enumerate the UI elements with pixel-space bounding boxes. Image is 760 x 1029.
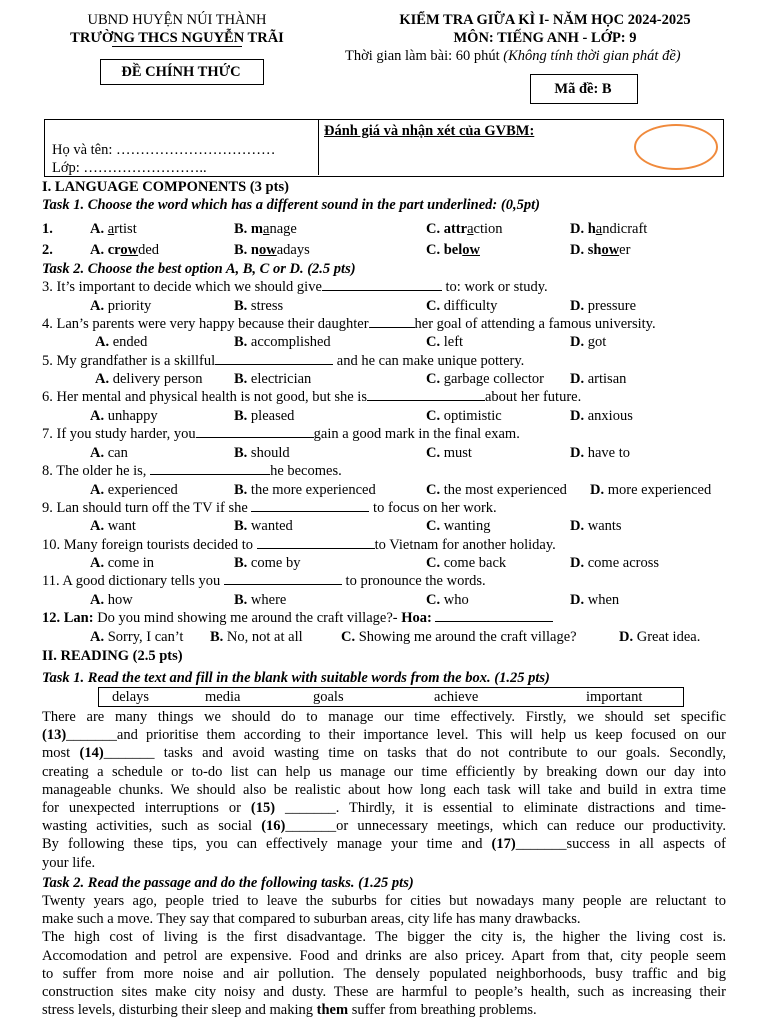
info-divider [318, 119, 319, 175]
task2-title: Task 2. Choose the best option A, B, C or D. (2.5 pts) [42, 261, 356, 277]
option-c[interactable]: C. wanting [426, 518, 491, 535]
official-label: ĐỀ CHÍNH THỨC [121, 64, 241, 80]
option-b[interactable]: B. come by [234, 555, 301, 572]
pron-question: 2. A. crowded B. nowadays C. below D. shower [42, 242, 631, 258]
subject-line: MÔN: TIẾNG ANH - LỚP: 9 [453, 30, 637, 46]
question-stem: 9. Lan should turn off the TV if she to focus on her work. [42, 499, 497, 516]
exam-title: KIỂM TRA GIỮA KÌ I- NĂM HỌC 2024-2025 [399, 12, 691, 28]
exam-code: Mã đề: B [554, 81, 612, 97]
student-name-field[interactable]: Họ và tên: …………………………… [52, 142, 276, 158]
option-a[interactable]: A. Sorry, I can’t [90, 629, 184, 645]
option-c[interactable]: C. come back [426, 555, 507, 572]
option-a[interactable]: A. come in [90, 555, 155, 572]
option-d[interactable]: D. Great idea. [619, 629, 701, 645]
option-d[interactable]: D. come across [570, 555, 659, 572]
option-b[interactable]: B. accomplished [234, 334, 331, 351]
answer-blank[interactable] [369, 315, 415, 328]
school-name: TRƯỜNG THCS NGUYỄN TRÃI [70, 30, 284, 46]
option-c[interactable]: C. Showing me around the craft village? [341, 629, 577, 645]
word-box-item: achieve [434, 689, 479, 705]
option-b[interactable]: B. the more experienced [234, 481, 376, 498]
option-b[interactable]: B. should [234, 444, 290, 461]
section-reading-title: II. READING (2.5 pts) [42, 648, 183, 664]
score-oval [634, 124, 718, 170]
answer-blank[interactable] [367, 388, 485, 401]
option-d[interactable]: D. anxious [570, 407, 633, 424]
option-a[interactable]: A. delivery person [95, 371, 203, 388]
answer-blank[interactable] [257, 536, 375, 549]
question-stem: 4. Lan’s parents were very happy because their daughter her goal of attending a famous university. [42, 315, 656, 332]
question-options [0, 554, 760, 572]
option-d[interactable]: D. more experienced [590, 481, 712, 498]
reading-passage-2: Twenty years ago, people tried to leave the suburbs for cities but nowadays many people are reluctant to make such a move. They say that compared to suburban areas, city life has many drawbacks. The high cost of living is the first disadvantage. The bigger the city is, the higher the living cost is. Accomodation and petrol are expensive. Food and drinks are also pricey. Apart from that, city people seem to suffer from more noise and air pollution. The densely populated neighborhoods, busy traffic and big construction sites make city noisy and dusty. These are harmful to people’s health, such as increasing their stress levels, disturbing their sleep and making them suffer from breathing problems. [42, 893, 726, 1019]
question-stem: 5. My grandfather is a skillful and he can make unique pottery. [42, 352, 525, 369]
option-c[interactable]: C. left [426, 334, 464, 351]
option-c[interactable]: C. who [426, 591, 469, 608]
option-d[interactable]: D. pressure [570, 297, 637, 314]
option-c[interactable]: C. the most experienced [426, 481, 567, 498]
q12-options [0, 628, 760, 646]
option-d[interactable]: D. when [570, 591, 620, 608]
option-a[interactable]: A. how [90, 591, 133, 608]
option-a[interactable]: A. priority [90, 297, 152, 314]
option-b[interactable]: B. stress [234, 297, 284, 314]
school-underline [112, 46, 242, 47]
question-stem: 8. The older he is, he becomes. [42, 463, 342, 479]
option-a[interactable]: A. experienced [90, 481, 178, 498]
question-options [0, 481, 760, 499]
option-b[interactable]: B. manage [234, 221, 297, 237]
option-a[interactable]: A. want [90, 518, 136, 535]
option-b[interactable]: B. electrician [234, 371, 312, 388]
option-b[interactable]: B. pleased [234, 407, 295, 424]
question-stem: 10. Many foreign tourists decided to to Vietnam for another holiday. [42, 536, 556, 553]
option-b[interactable]: B. nowadays [234, 242, 310, 258]
answer-blank[interactable] [150, 462, 270, 475]
answer-blank[interactable] [224, 572, 342, 585]
student-class-field[interactable]: Lớp: …………………….. [52, 160, 207, 176]
answer-blank[interactable] [322, 278, 442, 291]
reading-task2-title: Task 2. Read the passage and do the following tasks. (1.25 pts) [42, 875, 414, 891]
option-a[interactable]: A. ended [95, 334, 148, 351]
option-c[interactable]: C. garbage collector [426, 371, 544, 388]
question-options [0, 333, 760, 351]
pron-question: 1. A. artist B. manage C. attraction D. handicraft [42, 221, 648, 237]
district-name: UBND HUYỆN NÚI THÀNH [87, 12, 267, 28]
question-options [0, 370, 760, 388]
option-d[interactable]: D. got [570, 334, 607, 351]
option-d[interactable]: D. artisan [570, 371, 627, 388]
option-c[interactable]: C. optimistic [426, 407, 502, 424]
option-a[interactable]: A. can [90, 444, 128, 461]
option-a[interactable]: A. unhappy [90, 407, 158, 424]
answer-blank[interactable] [251, 499, 369, 512]
question-options [0, 444, 760, 462]
option-a[interactable]: A. artist [90, 221, 137, 237]
teacher-comment-label: Đánh giá và nhận xét của GVBM: [324, 123, 535, 139]
section-language-title: I. LANGUAGE COMPONENTS (3 pts) [42, 179, 289, 195]
question-stem: 6. Her mental and physical health is not good, but she is about her future. [42, 389, 582, 406]
answer-blank[interactable] [196, 425, 314, 438]
option-c[interactable]: C. below [426, 242, 480, 258]
option-a[interactable]: A. crowded [90, 242, 160, 258]
option-c[interactable]: C. attraction [426, 221, 503, 237]
question-options [0, 407, 760, 425]
option-d[interactable]: D. wants [570, 518, 622, 535]
option-d[interactable]: D. shower [570, 242, 631, 258]
question-options [0, 591, 760, 609]
reading-task1-title: Task 1. Read the text and fill in the blank with suitable words from the box. (1.25 pts) [42, 670, 550, 686]
option-d[interactable]: D. handicraft [570, 221, 648, 237]
question-stem: 3. It’s important to decide which we should give to: work or study. [42, 279, 548, 295]
reading-passage-1: There are many things we should do to manage our time effectively. Firstly, we should set specific (13)_______and prioritise them according to their importance level. This will help us keep focused on our most (14)_______ tasks and avoid wasting time on tasks that do not contribute to our goals. Secondly, creating a schedule or to-do list can help us manage our time efficiently by breaking down our day into manageable chunks. We should also be realistic about how long each task will take and build in extra time for unexpected interruptions or (15) _______. Thirdly, it is essential to eliminate distractions and time- wasting activities, such as social (16)_______or unnecessary meetings, which can reduce our productivity. By following these tips, you can effectively manage your time and (17)_______success in all aspects of your life. [42, 709, 726, 871]
option-d[interactable]: D. have to [570, 444, 631, 461]
word-box-item: delays [112, 689, 150, 705]
question-stem: 7. If you study harder, you gain a good mark in the final exam. [42, 426, 520, 443]
question-options [0, 297, 760, 315]
answer-blank[interactable] [215, 352, 333, 365]
question-stem: 11. A good dictionary tells you to pronounce the words. [42, 573, 486, 590]
option-c[interactable]: C. must [426, 444, 472, 461]
time-line: Thời gian làm bài: 60 phút (Không tính thời gian phát đề) [345, 48, 681, 64]
task1-title: Task 1. Choose the word which has a different sound in the part underlined: (0,5pt) [42, 197, 540, 213]
q12-stem: 12. Lan: Do you mind showing me around the craft village?- Hoa: [0, 609, 760, 627]
word-box-item: important [586, 689, 643, 705]
option-c[interactable]: C. difficulty [426, 297, 498, 314]
option-b[interactable]: B. where [234, 591, 287, 608]
question-options [0, 517, 760, 535]
word-box-item: goals [313, 689, 344, 705]
option-b[interactable]: B. wanted [234, 518, 293, 535]
word-box-item: media [205, 689, 241, 705]
option-b[interactable]: B. No, not at all [210, 629, 303, 645]
